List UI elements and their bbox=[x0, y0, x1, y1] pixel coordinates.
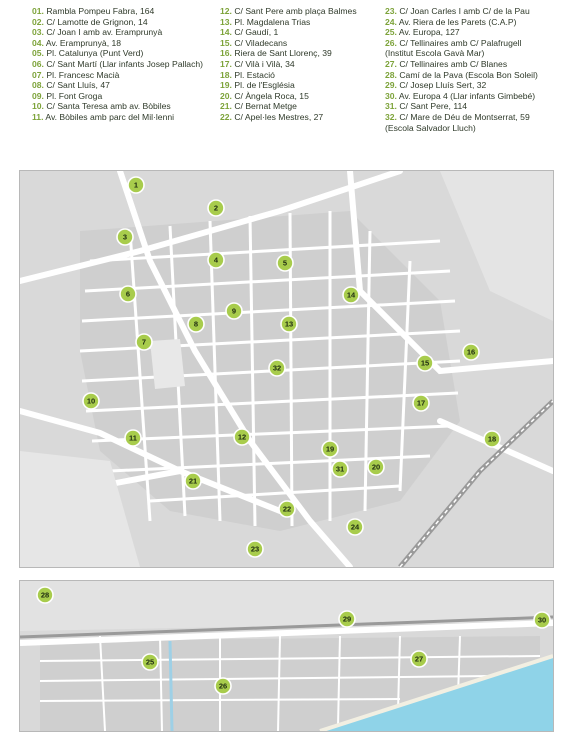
map-marker[interactable] bbox=[269, 360, 285, 376]
legend-entry-text: Riera de Sant Llorenç, 39 bbox=[234, 48, 332, 59]
legend-entry-number: 04. bbox=[32, 37, 44, 48]
map-marker[interactable] bbox=[332, 461, 348, 477]
svg-text:31: 31 bbox=[335, 464, 345, 474]
main-map[interactable] bbox=[19, 170, 554, 568]
legend-entry-number: 20. bbox=[220, 90, 232, 101]
legend-entry-text: Pl. Catalunya (Punt Verd) bbox=[46, 48, 144, 59]
legend-entry-number: 29. bbox=[385, 80, 397, 91]
legend-entry bbox=[220, 101, 357, 112]
legend-entry bbox=[385, 6, 538, 17]
legend-entry-text: C/ Santa Teresa amb av. Bòbiles bbox=[46, 101, 171, 112]
map-marker[interactable] bbox=[339, 611, 355, 627]
map-marker[interactable] bbox=[128, 177, 144, 193]
legend-entry bbox=[385, 38, 538, 59]
legend-entry bbox=[385, 27, 538, 38]
map-marker[interactable] bbox=[234, 429, 250, 445]
map-marker[interactable] bbox=[281, 316, 297, 332]
legend-entry bbox=[385, 112, 538, 133]
svg-text:14: 14 bbox=[346, 290, 356, 300]
svg-text:4: 4 bbox=[213, 255, 219, 265]
legend-entry bbox=[385, 59, 538, 70]
legend-entry bbox=[32, 59, 203, 70]
svg-text:5: 5 bbox=[282, 258, 288, 268]
legend-entry-text: C/ Àngela Roca, 15 bbox=[234, 90, 309, 101]
legend-entry bbox=[220, 38, 357, 49]
legend-entry-number: 17. bbox=[220, 58, 232, 69]
coastal-map[interactable] bbox=[19, 580, 554, 732]
legend-entry-text: Av. Europa 4 (Llar infants Gimbebé) bbox=[398, 90, 536, 101]
legend-entry-number: 02. bbox=[32, 16, 44, 27]
legend-entry-text: C/ Tellinaires amb C/ Palafrugell bbox=[399, 37, 522, 48]
legend-entry bbox=[220, 112, 357, 123]
map-marker[interactable] bbox=[347, 519, 363, 535]
legend-column-1 bbox=[32, 6, 203, 123]
legend-entry bbox=[220, 70, 357, 81]
legend-entry-text: Pl. Magdalena Trias bbox=[234, 16, 311, 27]
legend-entry bbox=[385, 80, 538, 91]
svg-text:15: 15 bbox=[420, 358, 430, 368]
map-marker[interactable] bbox=[120, 286, 136, 302]
legend-entry-text: Rambla Pompeu Fabra, 164 bbox=[46, 6, 155, 16]
svg-text:17: 17 bbox=[416, 398, 426, 408]
map-marker[interactable] bbox=[279, 501, 295, 517]
svg-text:25: 25 bbox=[145, 657, 155, 667]
map-marker[interactable] bbox=[226, 303, 242, 319]
legend-entry-number: 13. bbox=[220, 16, 232, 27]
legend-entry-number: 32. bbox=[385, 111, 397, 122]
legend-entry-text: Av. Riera de les Parets (C.A.P) bbox=[398, 16, 517, 27]
legend-entry-text: C/ Viladecans bbox=[234, 37, 288, 48]
svg-text:11: 11 bbox=[129, 433, 137, 443]
legend-entry-number: 31. bbox=[385, 101, 397, 112]
legend-entry-number: 28. bbox=[385, 69, 397, 80]
svg-text:18: 18 bbox=[487, 434, 497, 444]
svg-text:28: 28 bbox=[40, 590, 50, 600]
legend-entry bbox=[220, 48, 357, 59]
legend-entry-number: 25. bbox=[385, 27, 397, 38]
legend-entry bbox=[385, 70, 538, 81]
coastal-map-canvas bbox=[20, 581, 553, 731]
legend-entry-text: C/ Joan I amb av. Eramprunyà bbox=[46, 27, 163, 38]
map-marker[interactable] bbox=[83, 393, 99, 409]
legend-entry bbox=[385, 101, 538, 112]
legend-entry bbox=[32, 6, 203, 17]
legend-entry bbox=[220, 80, 357, 91]
svg-text:27: 27 bbox=[414, 654, 424, 664]
map-marker[interactable] bbox=[322, 441, 338, 457]
legend-entry-number: 24. bbox=[385, 16, 397, 27]
legend-entry-text: Pl. Estació bbox=[234, 69, 275, 80]
legend-column-3 bbox=[385, 6, 538, 133]
legend-entry-text: C/ Sant Pere amb plaça Balmes bbox=[234, 6, 357, 16]
svg-text:3: 3 bbox=[122, 232, 128, 242]
map-marker[interactable] bbox=[247, 541, 263, 557]
legend-entry-number: 12. bbox=[220, 6, 232, 16]
svg-text:12: 12 bbox=[237, 432, 247, 442]
legend-entry-number: 05. bbox=[32, 48, 44, 59]
legend-column-2 bbox=[220, 6, 357, 123]
svg-text:24: 24 bbox=[350, 522, 360, 532]
legend-entry bbox=[32, 70, 203, 81]
svg-text:20: 20 bbox=[371, 462, 381, 472]
map-marker[interactable] bbox=[463, 344, 479, 360]
legend-entry-text: C/ Gaudí, 1 bbox=[234, 27, 279, 38]
map-marker[interactable] bbox=[142, 654, 158, 670]
map-marker[interactable] bbox=[37, 587, 53, 603]
legend-entry bbox=[220, 6, 357, 17]
legend-entry-number: 22. bbox=[220, 111, 232, 122]
svg-text:16: 16 bbox=[466, 347, 476, 357]
svg-text:32: 32 bbox=[272, 363, 282, 373]
legend-entry bbox=[220, 91, 357, 102]
legend-entry-text: Pl. de l'Església bbox=[234, 80, 295, 91]
legend-entry bbox=[32, 38, 203, 49]
map-marker[interactable] bbox=[117, 229, 133, 245]
legend-entry-number: 27. bbox=[385, 58, 397, 69]
svg-text:8: 8 bbox=[193, 319, 199, 329]
legend-entry-text: C/ Josep Lluís Sert, 32 bbox=[399, 80, 487, 91]
svg-text:13: 13 bbox=[284, 319, 294, 329]
map-marker[interactable] bbox=[343, 287, 359, 303]
legend-entry-text: C/ Sant Pere, 114 bbox=[399, 101, 468, 112]
legend-entry bbox=[32, 101, 203, 112]
legend-entry-text: Pl. Francesc Macià bbox=[46, 69, 120, 80]
legend-entry-text: C/ Mare de Déu de Montserrat, 59 bbox=[399, 111, 530, 122]
legend-entry bbox=[32, 112, 203, 123]
legend-entry-number: 07. bbox=[32, 69, 44, 80]
legend-entry-number: 03. bbox=[32, 27, 44, 38]
svg-text:1: 1 bbox=[133, 180, 139, 190]
legend-entry-number: 18. bbox=[220, 69, 232, 80]
main-map-canvas bbox=[20, 171, 553, 567]
map-marker[interactable] bbox=[413, 395, 429, 411]
svg-text:21: 21 bbox=[188, 476, 198, 486]
legend-entry-number: 08. bbox=[32, 80, 44, 91]
legend-entry bbox=[220, 17, 357, 28]
legend-entry bbox=[220, 59, 357, 70]
legend-entry bbox=[385, 91, 538, 102]
legend-entry-text: C/ Sant Martí (Llar infants Josep Pallach) bbox=[46, 58, 204, 69]
svg-text:2: 2 bbox=[213, 203, 219, 213]
map-marker[interactable] bbox=[188, 316, 204, 332]
legend-entry-text: Av. Eramprunyà, 18 bbox=[45, 37, 122, 48]
map-marker[interactable] bbox=[136, 334, 152, 350]
legend-entry bbox=[220, 27, 357, 38]
legend-entry-number: 09. bbox=[32, 90, 44, 101]
legend-entry bbox=[32, 17, 203, 28]
map-marker[interactable] bbox=[368, 459, 384, 475]
svg-text:10: 10 bbox=[86, 396, 96, 406]
legend-entry-text: Av. Europa, 127 bbox=[398, 27, 460, 38]
svg-text:22: 22 bbox=[282, 504, 292, 514]
legend-entry bbox=[32, 80, 203, 91]
map-marker[interactable] bbox=[215, 678, 231, 694]
legend-entry-number: 11. bbox=[32, 111, 44, 122]
map-marker[interactable] bbox=[417, 355, 433, 371]
map-marker[interactable] bbox=[534, 612, 550, 628]
svg-text:9: 9 bbox=[231, 306, 237, 316]
legend-entry-text: C/ Vilà i Vilà, 34 bbox=[234, 58, 295, 69]
legend-entry-number: 15. bbox=[220, 37, 232, 48]
legend-entry-text: C/ Tellinaires amb C/ Blanes bbox=[399, 58, 508, 69]
svg-text:26: 26 bbox=[218, 681, 228, 691]
svg-text:6: 6 bbox=[125, 289, 131, 299]
legend bbox=[0, 6, 572, 164]
map-marker[interactable] bbox=[125, 430, 141, 446]
legend-entry-number: 30. bbox=[385, 90, 397, 101]
legend-entry bbox=[32, 48, 203, 59]
legend-entry-number: 14. bbox=[220, 27, 232, 38]
legend-entry-continuation: (Escola Salvador Lluch) bbox=[385, 122, 476, 133]
legend-entry-number: 26. bbox=[385, 37, 397, 48]
legend-entry-continuation: (Institut Escola Gavà Mar) bbox=[385, 48, 485, 59]
legend-entry-text: Av. Bòbiles amb parc del Mil·lenni bbox=[45, 111, 175, 122]
legend-entry bbox=[32, 91, 203, 102]
legend-entry-text: C/ Lamotte de Grignon, 14 bbox=[46, 16, 148, 27]
legend-entry-text: C/ Sant Lluís, 47 bbox=[46, 80, 110, 91]
legend-entry-number: 21. bbox=[220, 101, 232, 112]
legend-entry-text: C/ Bernat Metge bbox=[234, 101, 297, 112]
legend-entry-number: 06. bbox=[32, 58, 44, 69]
svg-text:29: 29 bbox=[342, 614, 352, 624]
map-marker[interactable] bbox=[185, 473, 201, 489]
map-marker[interactable] bbox=[277, 255, 293, 271]
legend-entry-number: 23. bbox=[385, 6, 397, 16]
svg-text:19: 19 bbox=[325, 444, 335, 454]
svg-text:23: 23 bbox=[250, 544, 260, 554]
map-marker[interactable] bbox=[208, 200, 224, 216]
map-marker[interactable] bbox=[208, 252, 224, 268]
legend-entry-number: 19. bbox=[220, 80, 232, 91]
svg-text:30: 30 bbox=[537, 615, 547, 625]
legend-entry-text: C/ Joan Carles I amb C/ de la Pau bbox=[399, 6, 530, 16]
svg-text:7: 7 bbox=[141, 337, 147, 347]
legend-entry-number: 01. bbox=[32, 6, 44, 16]
map-marker[interactable] bbox=[484, 431, 500, 447]
legend-entry-text: Pl. Font Groga bbox=[46, 90, 103, 101]
map-marker[interactable] bbox=[411, 651, 427, 667]
legend-entry-text: C/ Apel·les Mestres, 27 bbox=[234, 111, 324, 122]
legend-entry-number: 16. bbox=[220, 48, 232, 59]
legend-entry-number: 10. bbox=[32, 101, 44, 112]
legend-entry-text: Camí de la Pava (Escola Bon Soleil) bbox=[399, 69, 538, 80]
legend-entry bbox=[385, 17, 538, 28]
legend-entry bbox=[32, 27, 203, 38]
